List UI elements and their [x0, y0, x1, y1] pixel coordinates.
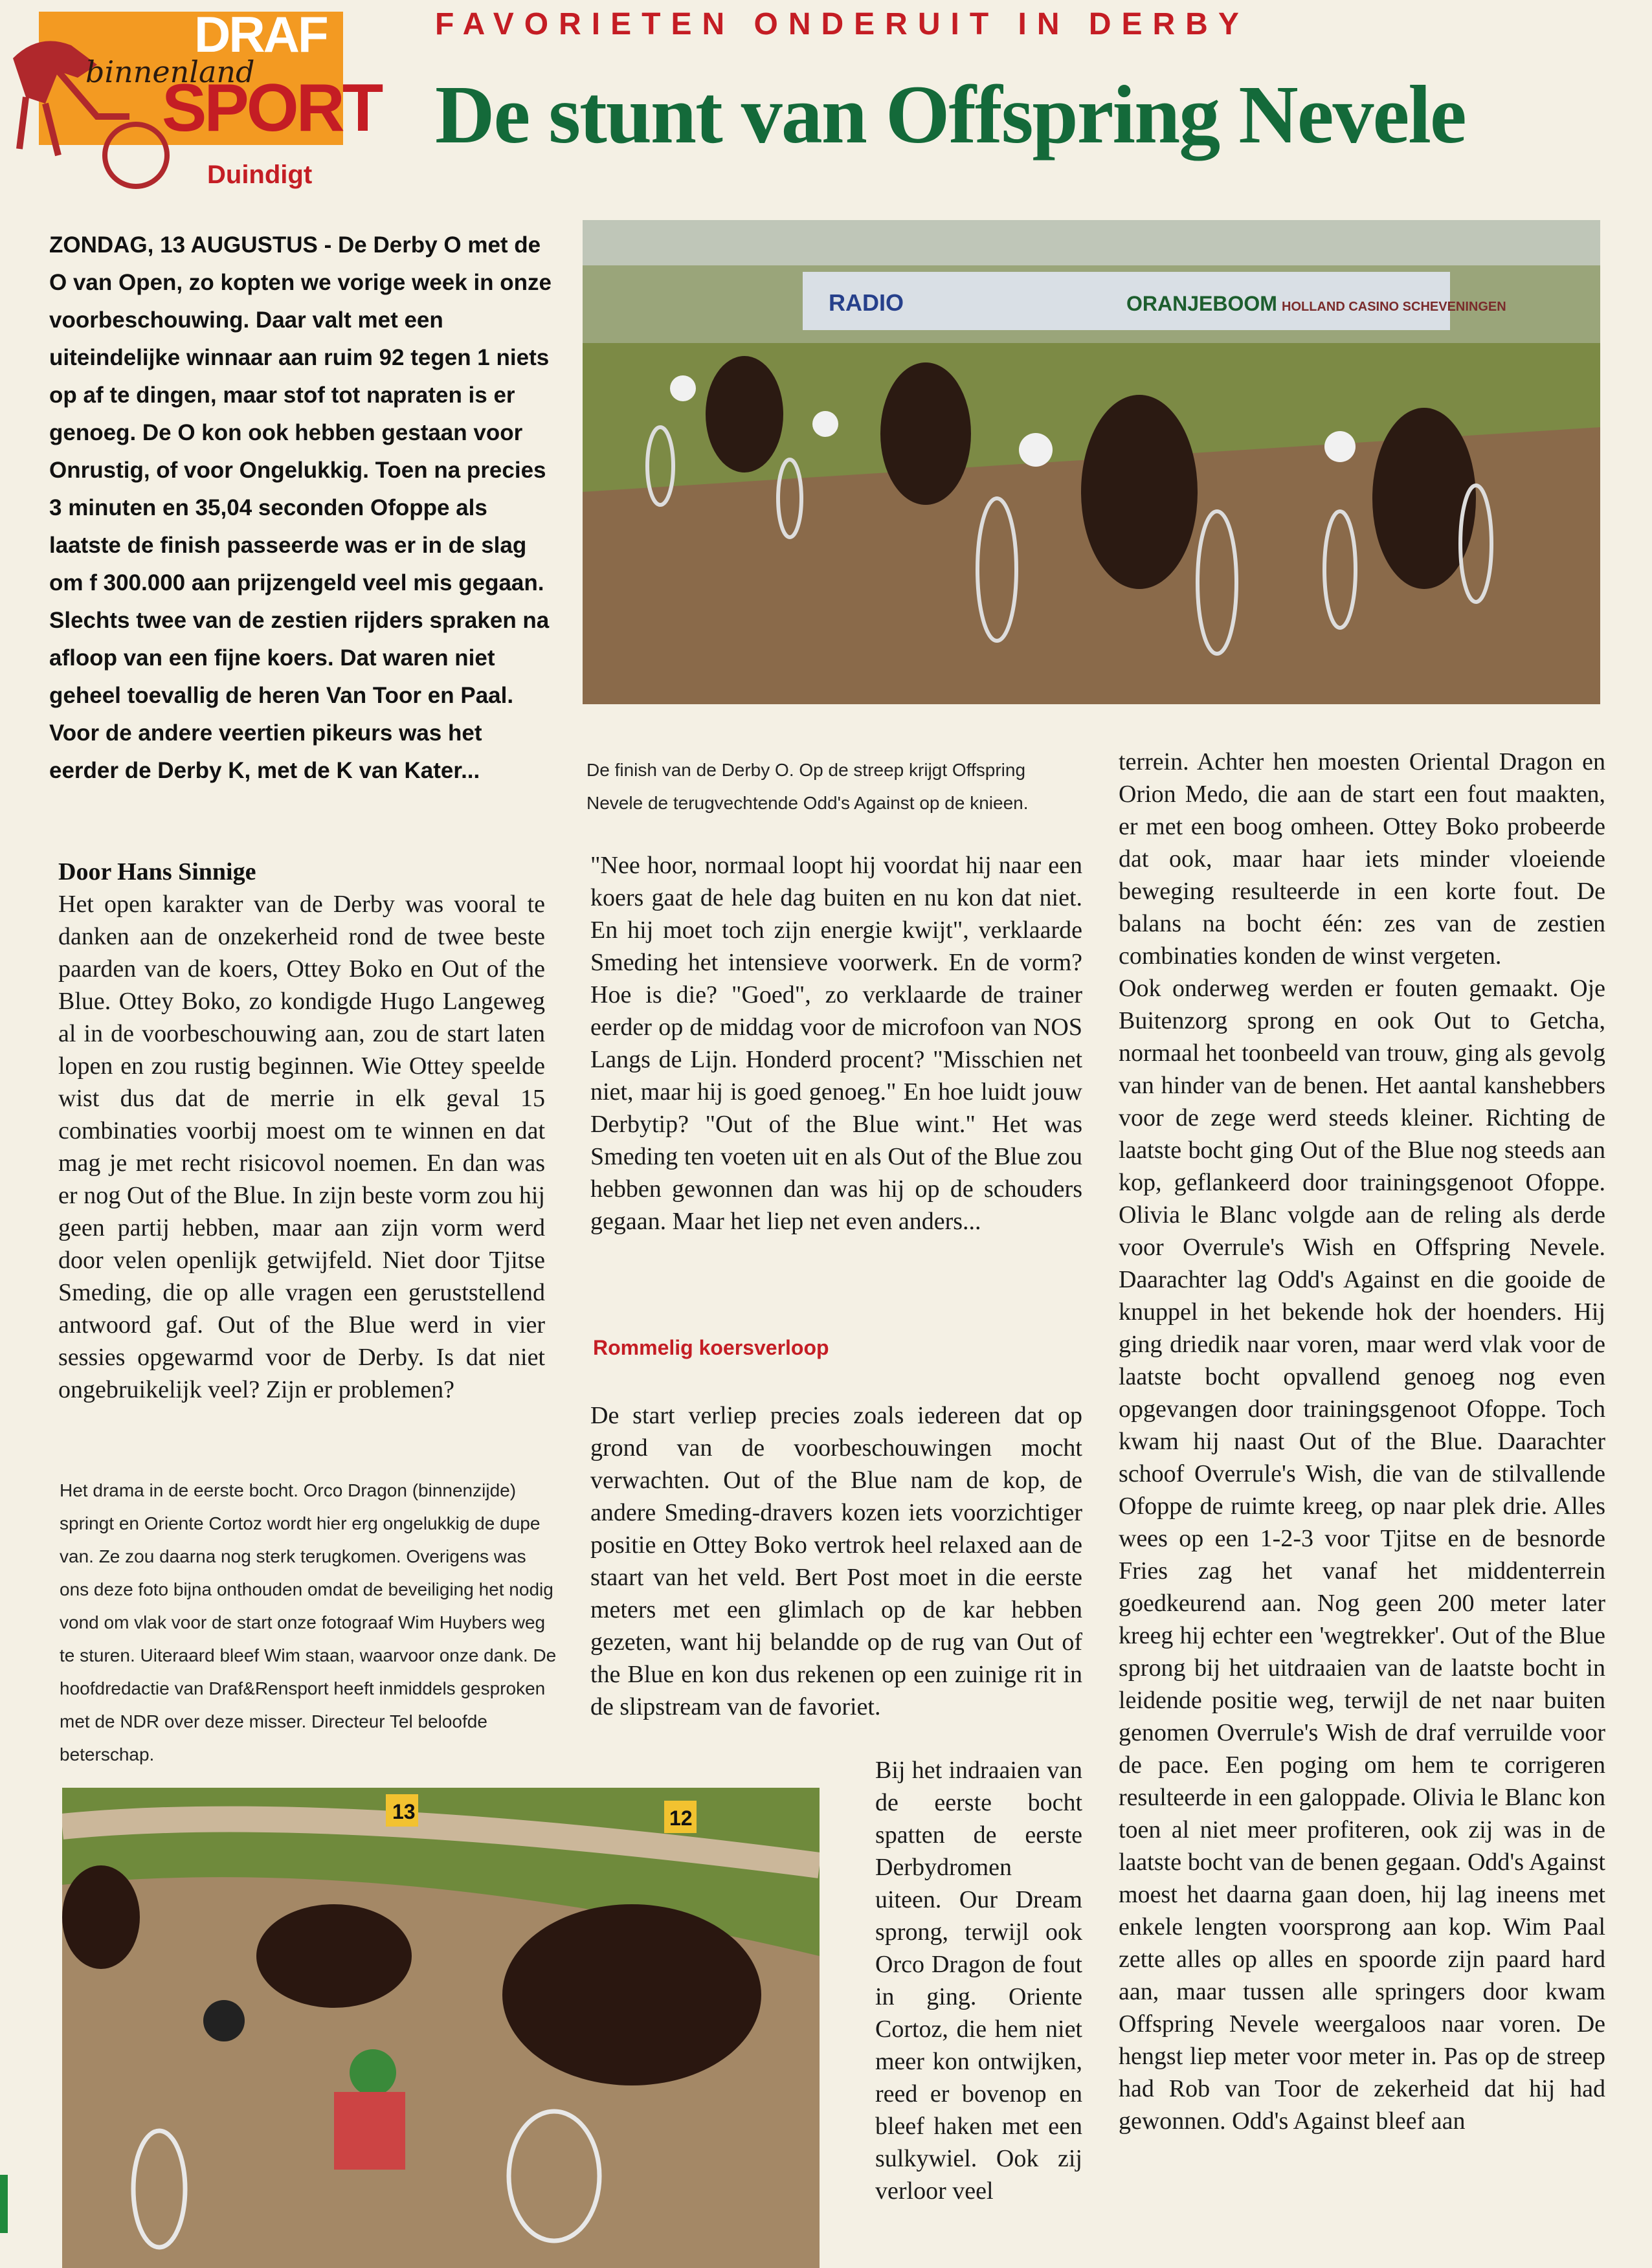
column-2-bottom [875, 1754, 1082, 2207]
photo2-caption: Het drama in de eerste bocht. Orco Dragon (binnenzijde) springt en Oriente Cortoz wordt hier erg ongelukkig de dupe van. Ze zou daarna nog sterk terugkomen. Overigens was ons deze foto bijna onthouden omdat de beveiliging het nodig vond om vlak voor de start onze fotograaf Wim Huybers weg te sturen. Uiteraard bleef Wim staan, waarvoor onze dank. De hoofdredactie van Draf&Rensport heeft inmiddels gesproken met de NDR over deze misser. Directeur Tel beloofde beterschap. [60, 1480, 557, 1764]
logo-subtitle: binnenland [85, 54, 255, 89]
subheading: Rommelig koersverloop [593, 1336, 829, 1359]
column-3-text: terrein. Achter hen moesten Oriental Dragon en Orion Medo, die aan de start een fout maakten, er met een boog omheen. Ottey Boko probeerde dat ook, maar haar iets minder vloeiende beweging resulteerde in een korte fout. De balans na bocht één: zes van de zestien combinaties konden de winst vergeten. Ook onderweg werden er fouten gemaakt. Oje Buitenzorg sprong en ook Out to Getcha, normaal het toonbeeld van trouw, ging als gevolg van hinder van de benen. Het aantal kanshebbers voor de zege werd steeds kleiner. Richting de laatste bocht ging Out of the Blue nog steeds aan kop, geflankeerd door trainingsgenoot Ofoppe. Olivia le Blanc volgde aan de reling als derde voor Overrule's Wish en Offspring Nevele. Daarachter lag Odd's Against en die gooide de knuppel in het bekende hok der hoenders. Hij ging driedik naar voren, maar werd vlak voor de laatste bocht opvallend genoeg nog even opgevangen door trainingsgenoot Ofoppe. Toch kwam hij naast Out of the Blue. Daarachter schoof Overrule's Wish, die van de stilvallende Ofoppe de ruimte kreeg, op naar plek drie. Alles wees op een 1-2-3 voor Tjitse en de besnorde Fries zag het vanaf het middenterrein goedkeurend aan. Nog geen 200 meter later kreeg hij echter een 'wegtrekker'. Out of the Blue sprong bij het uitdraaien van de laatste bocht in leidende positie weg, terwijl de net naar buiten genomen Overrule's Wish de draf verruilde voor de pace. Een poging om hem te corrigeren resulteerde in een galoppade. Olivia le Blanc kon toen al niet meer profiteren, ook zij was in de laatste bocht van de benen gegaan. Odd's Against moest het daarna gaan doen, hij lag ineens met enkele lengten voorsprong aan kop. Wim Paal zette alles op alles en spoorde zijn paard hard aan, maar tussen alle springers door kwam Offspring Nevele weergaloos naar voren. De hengst liep meter voor meter in. Pas op de streep had Rob van Toor de zekerheid dat hij had gewonnen. Odd's Against bleef aan [1119, 748, 1605, 2135]
logo-word-draf: DRAF [194, 6, 327, 63]
page-edge-mark [0, 2175, 8, 2233]
harness-horse-icon [0, 19, 181, 194]
column-1 [58, 856, 545, 1406]
number-12: 12 [669, 1807, 693, 1830]
photo1-caption: De finish van de Derby O. Op de streep krijgt Offspring Nevele de terugvechtende Odd's Against op de knieen. [586, 760, 1029, 813]
sign-radio: RADIO [829, 289, 904, 316]
draf-sport-logo [0, 0, 381, 194]
intro-text: De Derby O met de O van Open, zo kopten we vorige week in onze voorbeschouwing. Daar valt met een uiteindelijke winnaar aan ruim 92 tegen 1 niets op af te dingen, maar stof tot napraten is er genoeg. De O kon ook hebben gestaan voor Onrustig, of voor Ongelukkig. Toen na precies 3 minuten en 35,04 seconden Ofoppe als laatste de finish passeerde was er in de slag om f 300.000 aan prijzengeld veel mis gegaan. Slechts twee van de zestien rijders spraken na afloop van een fijne koers. Dat waren niet geheel toevallig de heren Van Toor en Paal. Voor de andere veertien pikeurs was het eerder de Derby K, met de K van Kater... [49, 232, 552, 783]
sign-casino: HOLLAND CASINO SCHEVENINGEN [1282, 300, 1506, 314]
first-turn-photo [62, 1788, 820, 2268]
column-2-middle-text: De start verliep precies zoals iedereen dat op grond van de voorbeschouwingen mocht verwachten. Out of the Blue nam de kop, de andere Smeding-dravers kozen iets voorzichtiger positie en Ottey Boko vertrok heel relaxed aan de staart van het veld. Bert Post moet in die eerste meters met een glimlach op de kar hebben gezeten, want hij belandde op de rug van Out of the Blue en kon dus rekenen op een zuinige rit in de slipstream van de favoriet. [590, 1402, 1082, 1720]
column-2-bottom-text: Bij het indraaien van de eerste bocht spatten de eerste Derbydromen uiteen. Our Dream sprong, terwijl ook Orco Dragon de fout in ging. Oriente Cortoz, die hem niet meer kon ontwijken, reed er bovenop en bleef haken met een sulkywiel. Ook zij verloor veel [875, 1757, 1082, 2205]
kicker: FAVORIETEN ONDERUIT IN DERBY [435, 7, 1249, 41]
number-13: 13 [392, 1800, 416, 1823]
column-3 [1119, 746, 1605, 2137]
column-2-middle [590, 1399, 1082, 1723]
byline: Door Hans Sinnige [58, 858, 256, 885]
logo-location: Duindigt [207, 161, 313, 189]
column-2-top [590, 849, 1082, 1238]
column-1-text: Het open karakter van de Derby was vooral te danken aan de onzekerheid rond de twee beste paarden van de koers, Ottey Boko en Out of the Blue. Ottey Boko, zo kondigde Hugo Langeweg al in de voorbeschouwing aan, zou de start laten lopen en zou rustig beginnen. Wie Ottey speelde wist dus dat de merrie in elk geval 15 combinaties voorbij moest om te winnen en dat mag je met recht risicovol noemen. En dan was er nog Out of the Blue. In zijn beste vorm zou hij geen partij hebben, maar aan zijn vorm werd door velen openlijk getwijfeld. Niet door Tjitse Smeding, die op alle vragen een geruststellend antwoord gaf. Out of the Blue werd in vier sessies opgewarmd voor de Derby. Is dat niet ongebruikelijk veel? Zijn er problemen? [58, 891, 545, 1403]
finish-photo [583, 220, 1600, 704]
headline: De stunt van Offspring Nevele [435, 69, 1466, 161]
intro-dateline: ZONDAG, 13 AUGUSTUS - [49, 232, 332, 258]
logo-word-sport: SPORT [162, 71, 381, 146]
sign-oranjeboom: ORANJEBOOM [1126, 292, 1277, 315]
column-2-top-text: "Nee hoor, normaal loopt hij voordat hij naar een koers gaat de hele dag buiten en nu kon dat niet. En hij moet toch zijn energie kwijt", verklaarde Smeding het intensieve voorwerk. En de vorm? Hoe is die? "Goed", zo verklaarde de trainer eerder op de middag voor de microfoon van NOS Langs de Lijn. Honderd procent? "Misschien net niet, maar hij is goed genoeg." En hoe luidt jouw Derbytip? "Out of the Blue wint." Het was Smeding ten voeten uit en als Out of the Blue zou hebben gewonnen dan was hij op de schouders gegaan. Maar het liep net even anders... [590, 852, 1082, 1235]
intro-paragraph [49, 227, 557, 790]
